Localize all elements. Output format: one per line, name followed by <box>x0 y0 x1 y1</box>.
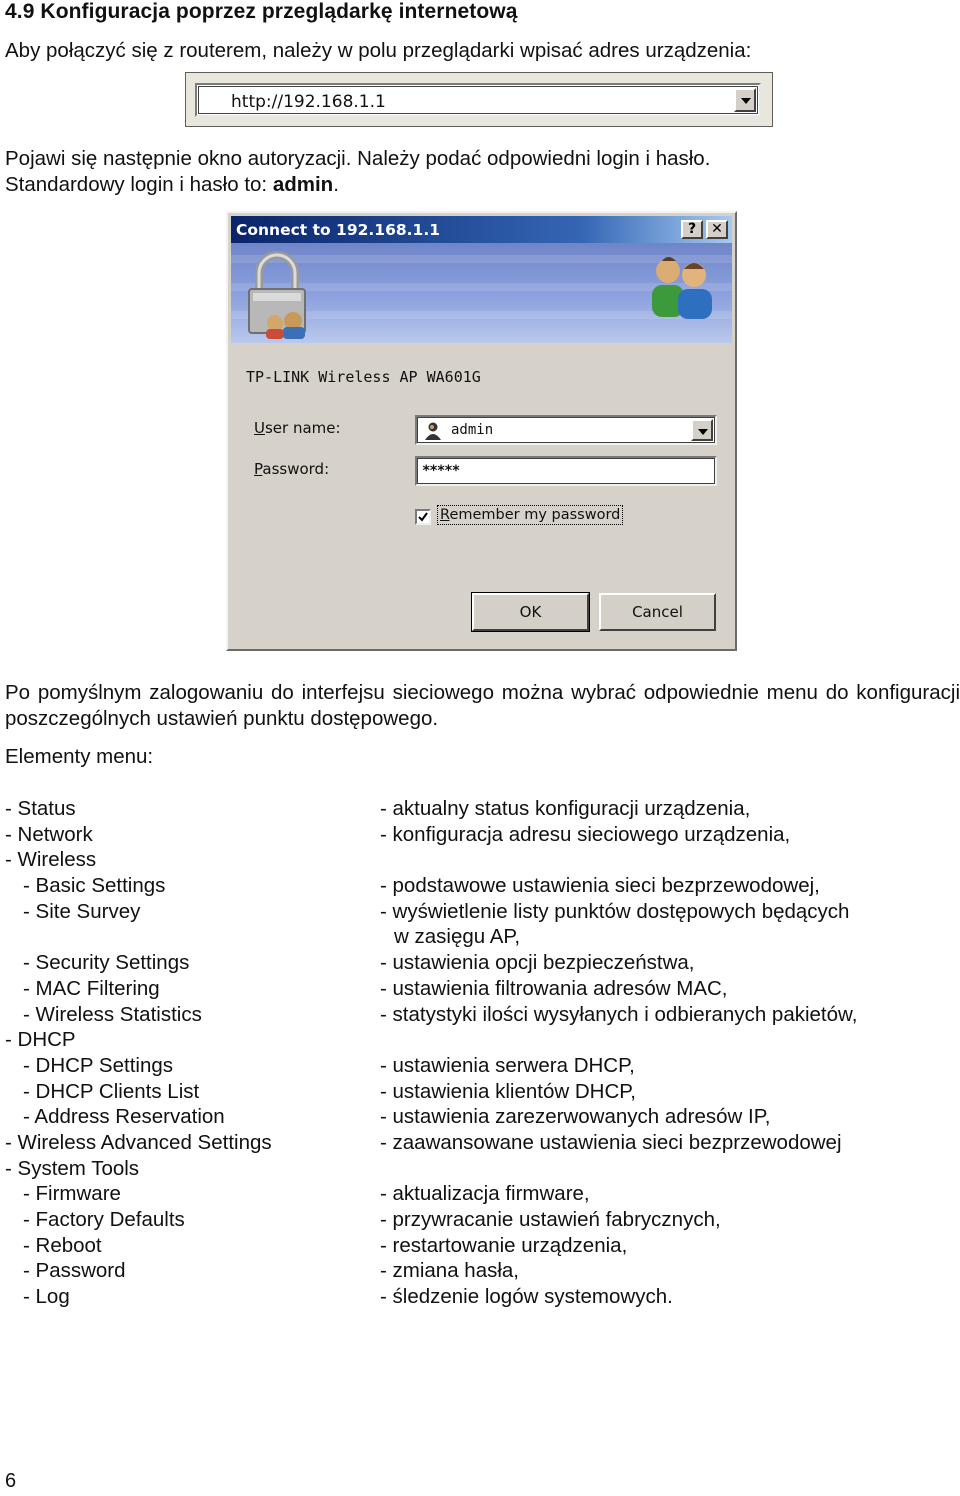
menu-description: - ustawienia zarezerwowanych adresów IP, <box>380 1105 771 1129</box>
menu-subitem: - Address Reservation <box>23 1105 225 1129</box>
menu-item: - System Tools <box>5 1156 140 1180</box>
padlock-icon <box>245 249 315 341</box>
menu-subitem: - Reboot <box>23 1233 102 1257</box>
dialog-titlebar <box>231 216 732 243</box>
menu-description: - zaawansowane ustawienia sieci bezprzewodowej <box>380 1130 842 1154</box>
ok-button[interactable]: OK <box>472 593 589 631</box>
menu-subitem: - DHCP Settings <box>23 1053 174 1077</box>
menu-description: - aktualny status konfiguracji urządzenia, <box>380 797 751 820</box>
username-label: User name: <box>254 419 341 437</box>
menu-subitem: - Security Settings <box>23 951 190 975</box>
after-login-paragraph: Po pomyślnym zalogowaniu do interfejsu sieciowego można wybrać odpowiednie menu do konfiguracji poszczególnych ustawień punktu dostępowego. <box>5 681 960 730</box>
login-dialog <box>226 211 737 651</box>
menu-description: - ustawienia serwera DHCP, <box>380 1053 635 1077</box>
address-dropdown-button[interactable] <box>734 88 756 112</box>
username-dropdown-button[interactable] <box>691 419 713 441</box>
remember-checkbox[interactable] <box>415 509 431 525</box>
auth-line-2-suffix: . <box>333 173 339 196</box>
menu-description: - przywracanie ustawień fabrycznych, <box>380 1208 721 1232</box>
password-field[interactable] <box>415 456 717 486</box>
checkmark-icon <box>417 511 429 523</box>
menu-description: - ustawienia opcji bezpieczeństwa, <box>380 951 695 975</box>
intro-paragraph: Aby połączyć się z routerem, należy w polu przeglądarki wpisać adres urządzenia: <box>5 39 752 62</box>
menu-subitem: - MAC Filtering <box>23 976 160 1000</box>
device-name: TP-LINK Wireless AP WA601G <box>246 368 481 386</box>
menu-description: - podstawowe ustawienia sieci bezprzewodowej, <box>380 874 820 898</box>
auth-line-1: Pojawi się następnie okno autoryzacji. Należy podać odpowiedni login i hasło. <box>5 147 711 170</box>
auth-line-2-prefix: Standardowy login i hasło to: <box>5 173 273 196</box>
menu-description: - wyświetlenie listy punktów dostępowych będących w zasięgu AP, <box>380 899 850 949</box>
menu-item: - DHCP <box>5 1028 76 1052</box>
menu-subitem: - Wireless Statistics <box>23 1002 202 1026</box>
password-label: Password: <box>254 460 330 478</box>
close-button[interactable]: ✕ <box>706 220 728 239</box>
menu-heading: Elementy menu: <box>5 745 154 768</box>
dialog-title: Connect to 192.168.1.1 <box>236 221 440 239</box>
menu-description: - zmiana hasła, <box>380 1259 520 1283</box>
menu-description: - konfiguracja adresu sieciowego urządzenia, <box>380 822 791 846</box>
auth-paragraph <box>5 146 710 198</box>
remember-label[interactable]: Remember my password <box>437 505 623 525</box>
password-value: ***** <box>422 463 460 479</box>
menu-subitem: - Factory Defaults <box>23 1208 185 1232</box>
section-heading: 4.9 Konfiguracja poprzez przeglądarkę internetową <box>5 0 518 23</box>
address-bar-screenshot <box>185 72 773 127</box>
address-url: http://192.168.1.1 <box>231 92 386 112</box>
menu-item: - Wireless Advanced Settings <box>5 1130 272 1154</box>
menu-description: - ustawienia filtrowania adresów MAC, <box>380 976 728 1000</box>
page-number: 6 <box>5 1470 17 1492</box>
dialog-banner <box>231 243 732 343</box>
username-value: admin <box>451 422 494 438</box>
address-input[interactable] <box>195 83 761 117</box>
cancel-button[interactable]: Cancel <box>599 593 716 631</box>
users-icon <box>638 251 720 321</box>
menu-list <box>5 796 955 1310</box>
menu-subitem: - DHCP Clients List <box>23 1079 200 1103</box>
menu-subitem: - Firmware <box>23 1182 121 1206</box>
default-credential: admin <box>272 173 334 196</box>
menu-subitem: - Site Survey <box>23 899 141 923</box>
user-icon <box>423 421 443 441</box>
menu-subitem: - Password <box>23 1259 126 1283</box>
menu-description-continued: w zasięgu AP, <box>394 925 521 949</box>
menu-description: - statystyki ilości wysyłanych i odbieranych pakietów, <box>380 1002 858 1026</box>
menu-description: - restartowanie urządzenia, <box>380 1233 628 1257</box>
menu-item: - Status <box>5 797 76 820</box>
menu-item: - Network <box>5 822 93 846</box>
menu-description: - ustawienia klientów DHCP, <box>380 1079 636 1103</box>
help-button[interactable]: ? <box>681 220 703 239</box>
menu-subitem: - Log <box>23 1285 70 1309</box>
menu-description: - śledzenie logów systemowych. <box>380 1285 673 1309</box>
menu-subitem: - Basic Settings <box>23 874 166 898</box>
menu-item: - Wireless <box>5 848 97 872</box>
menu-description: - aktualizacja firmware, <box>380 1182 590 1206</box>
username-field[interactable] <box>415 415 717 445</box>
